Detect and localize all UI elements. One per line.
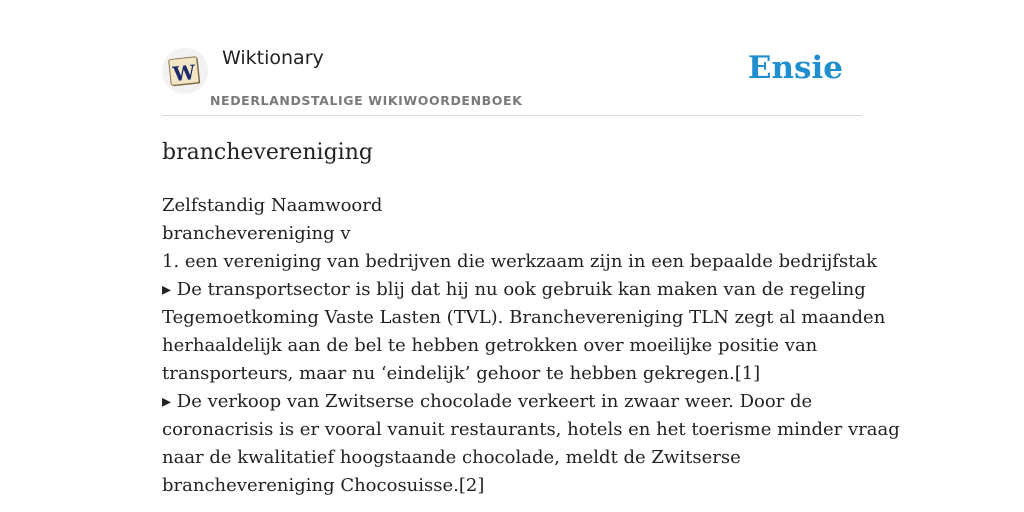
page-title: branchevereniging — [162, 140, 373, 165]
header — [162, 44, 862, 116]
definition-1: 1. een vereniging van bedrijven die werkzaam zijn in een bepaalde bedrijfstak — [162, 251, 878, 272]
wiktionary-logo-icon[interactable] — [162, 48, 208, 94]
example-2-line-3: naar de kwalitatief hoogstaande chocolade, meldt de Zwitserse — [162, 447, 741, 468]
headword-gender: branchevereniging v — [162, 223, 351, 244]
site-name[interactable]: Wiktionary — [222, 47, 324, 69]
site-tagline: NEDERLANDSTALIGE WIKIWOORDENBOEK — [210, 93, 523, 108]
example-1-line-4: transporteurs, maar nu ‘eindelijk’ gehoor te hebben gekregen.[1] — [162, 363, 761, 384]
logo-letter: W — [171, 59, 197, 87]
part-of-speech: Zelfstandig Naamwoord — [162, 195, 383, 216]
ensie-brand-link[interactable]: Ensie — [747, 50, 843, 86]
example-1-line-2: Tegemoetkoming Vaste Lasten (TVL). Branchevereniging TLN zegt al maanden — [162, 307, 886, 328]
example-2-line-1: ▸ De verkoop van Zwitserse chocolade verkeert in zwaar weer. Door de — [162, 391, 813, 412]
example-2-line-4: branchevereniging Chocosuisse.[2] — [162, 475, 485, 496]
example-1-line-1: ▸ De transportsector is blij dat hij nu ook gebruik kan maken van de regeling — [162, 279, 866, 300]
entry-content — [162, 192, 900, 500]
wiktionary-tile-icon — [167, 54, 203, 90]
example-2-line-2: coronacrisis is er vooral vanuit restaurants, hotels en het toerisme minder vraag — [162, 419, 900, 440]
example-1-line-3: herhaaldelijk aan de bel te hebben getrokken over moeilijke positie van — [162, 335, 818, 356]
